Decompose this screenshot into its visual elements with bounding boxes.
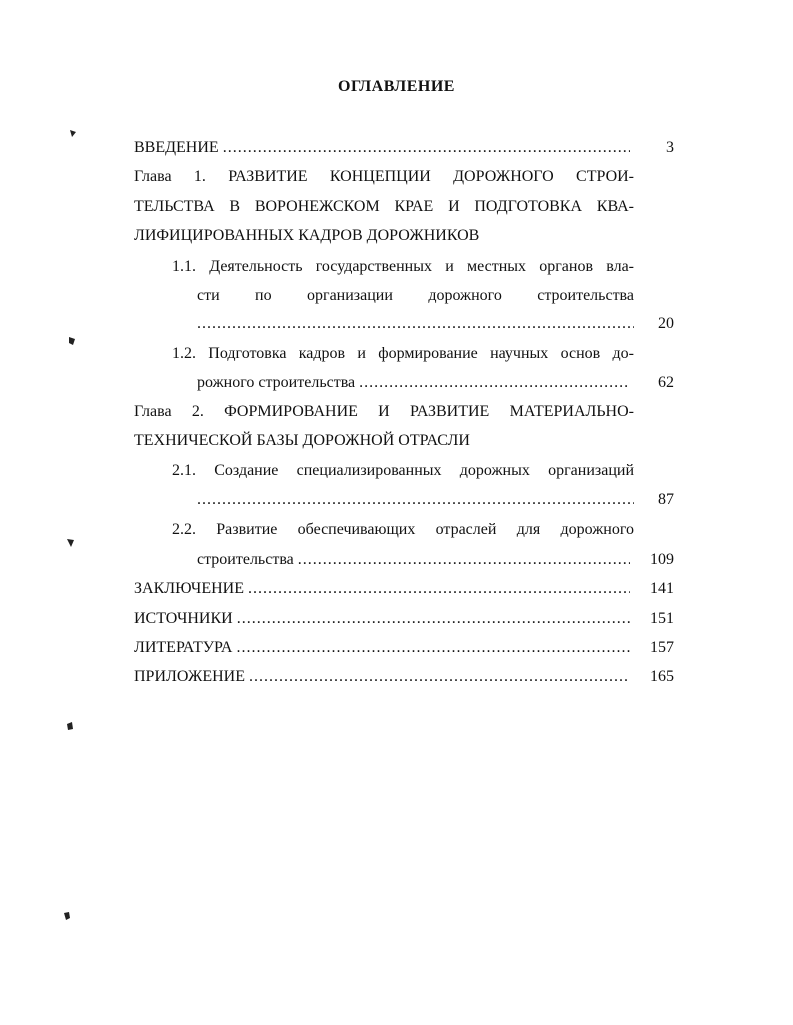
toc-entry-conclusion — [134, 577, 634, 601]
toc-entry-title: рожного строительства — [197, 374, 356, 391]
toc-page-number: 3 — [666, 139, 674, 156]
toc-entry-title: ПРИЛОЖЕНИЕ — [134, 668, 246, 685]
scan-mark — [67, 538, 75, 548]
toc-entry-title: ЗАКЛЮЧЕНИЕ — [134, 580, 244, 597]
dot-leader — [197, 312, 634, 336]
toc-page-number: 157 — [650, 639, 674, 656]
toc-page-number: 151 — [650, 610, 674, 627]
scan-mark — [63, 911, 71, 921]
toc-heading: ОГЛАВЛЕНИЕ — [338, 78, 455, 95]
dot-leader — [249, 665, 630, 689]
dot-leader — [298, 548, 630, 572]
scan-mark — [66, 721, 74, 731]
toc-entry-appendix — [134, 665, 634, 689]
chapter-1-title-line-2: ТЕЛЬСТВА В ВОРОНЕЖСКОМ КРАЕ И ПОДГОТОВКА КВА- — [134, 198, 634, 215]
section-1-1-line-2: сти по организации дорожного строительства — [197, 287, 634, 304]
scan-mark — [69, 128, 77, 138]
chapter-2-title-line-1: Глава 2. ФОРМИРОВАНИЕ И РАЗВИТИЕ МАТЕРИАЛЬНО- — [134, 403, 634, 420]
toc-page-number: 165 — [650, 668, 674, 685]
chapter-1-title-line-1: Глава 1. РАЗВИТИЕ КОНЦЕПЦИИ ДОРОЖНОГО СТРОИ- — [134, 168, 634, 185]
toc-page-number: 141 — [650, 580, 674, 597]
toc-entry-sources — [134, 607, 634, 631]
section-1-1-line-1: 1.1. Деятельность государственных и местных органов вла- — [172, 258, 634, 275]
toc-page-number: 109 — [650, 551, 674, 568]
section-2-1-leader-row — [197, 488, 634, 512]
toc-entry-title: строительства — [197, 551, 294, 568]
chapter-1-title-line-3: ЛИФИЦИРОВАННЫХ КАДРОВ ДОРОЖНИКОВ — [134, 227, 480, 244]
dot-leader — [359, 371, 630, 395]
toc-page-number: 87 — [658, 491, 674, 508]
toc-entry-title: ВВЕДЕНИЕ — [134, 139, 219, 156]
dot-leader — [197, 488, 634, 512]
dot-leader — [248, 577, 630, 601]
toc-entry-literature — [134, 636, 634, 660]
toc-entry-intro — [134, 136, 634, 160]
section-2-2-line-2 — [197, 548, 634, 572]
toc-entry-title: ИСТОЧНИКИ — [134, 610, 233, 627]
section-2-1-line-1: 2.1. Создание специализированных дорожных организаций — [172, 462, 634, 479]
scan-mark — [68, 336, 76, 346]
section-1-1-leader-row — [197, 312, 634, 336]
section-1-2-line-2 — [197, 371, 634, 395]
section-2-2-line-1: 2.2. Развитие обеспечивающих отраслей для дорожного — [172, 521, 634, 538]
toc-entry-title: ЛИТЕРАТУРА — [134, 639, 233, 656]
dot-leader — [236, 636, 630, 660]
toc-page-number: 20 — [658, 315, 674, 332]
chapter-2-title-line-2: ТЕХНИЧЕСКОЙ БАЗЫ ДОРОЖНОЙ ОТРАСЛИ — [134, 432, 470, 449]
dot-leader — [223, 136, 630, 160]
section-1-2-line-1: 1.2. Подготовка кадров и формирование научных основ до- — [172, 345, 634, 362]
toc-page-number: 62 — [658, 374, 674, 391]
dot-leader — [237, 607, 630, 631]
